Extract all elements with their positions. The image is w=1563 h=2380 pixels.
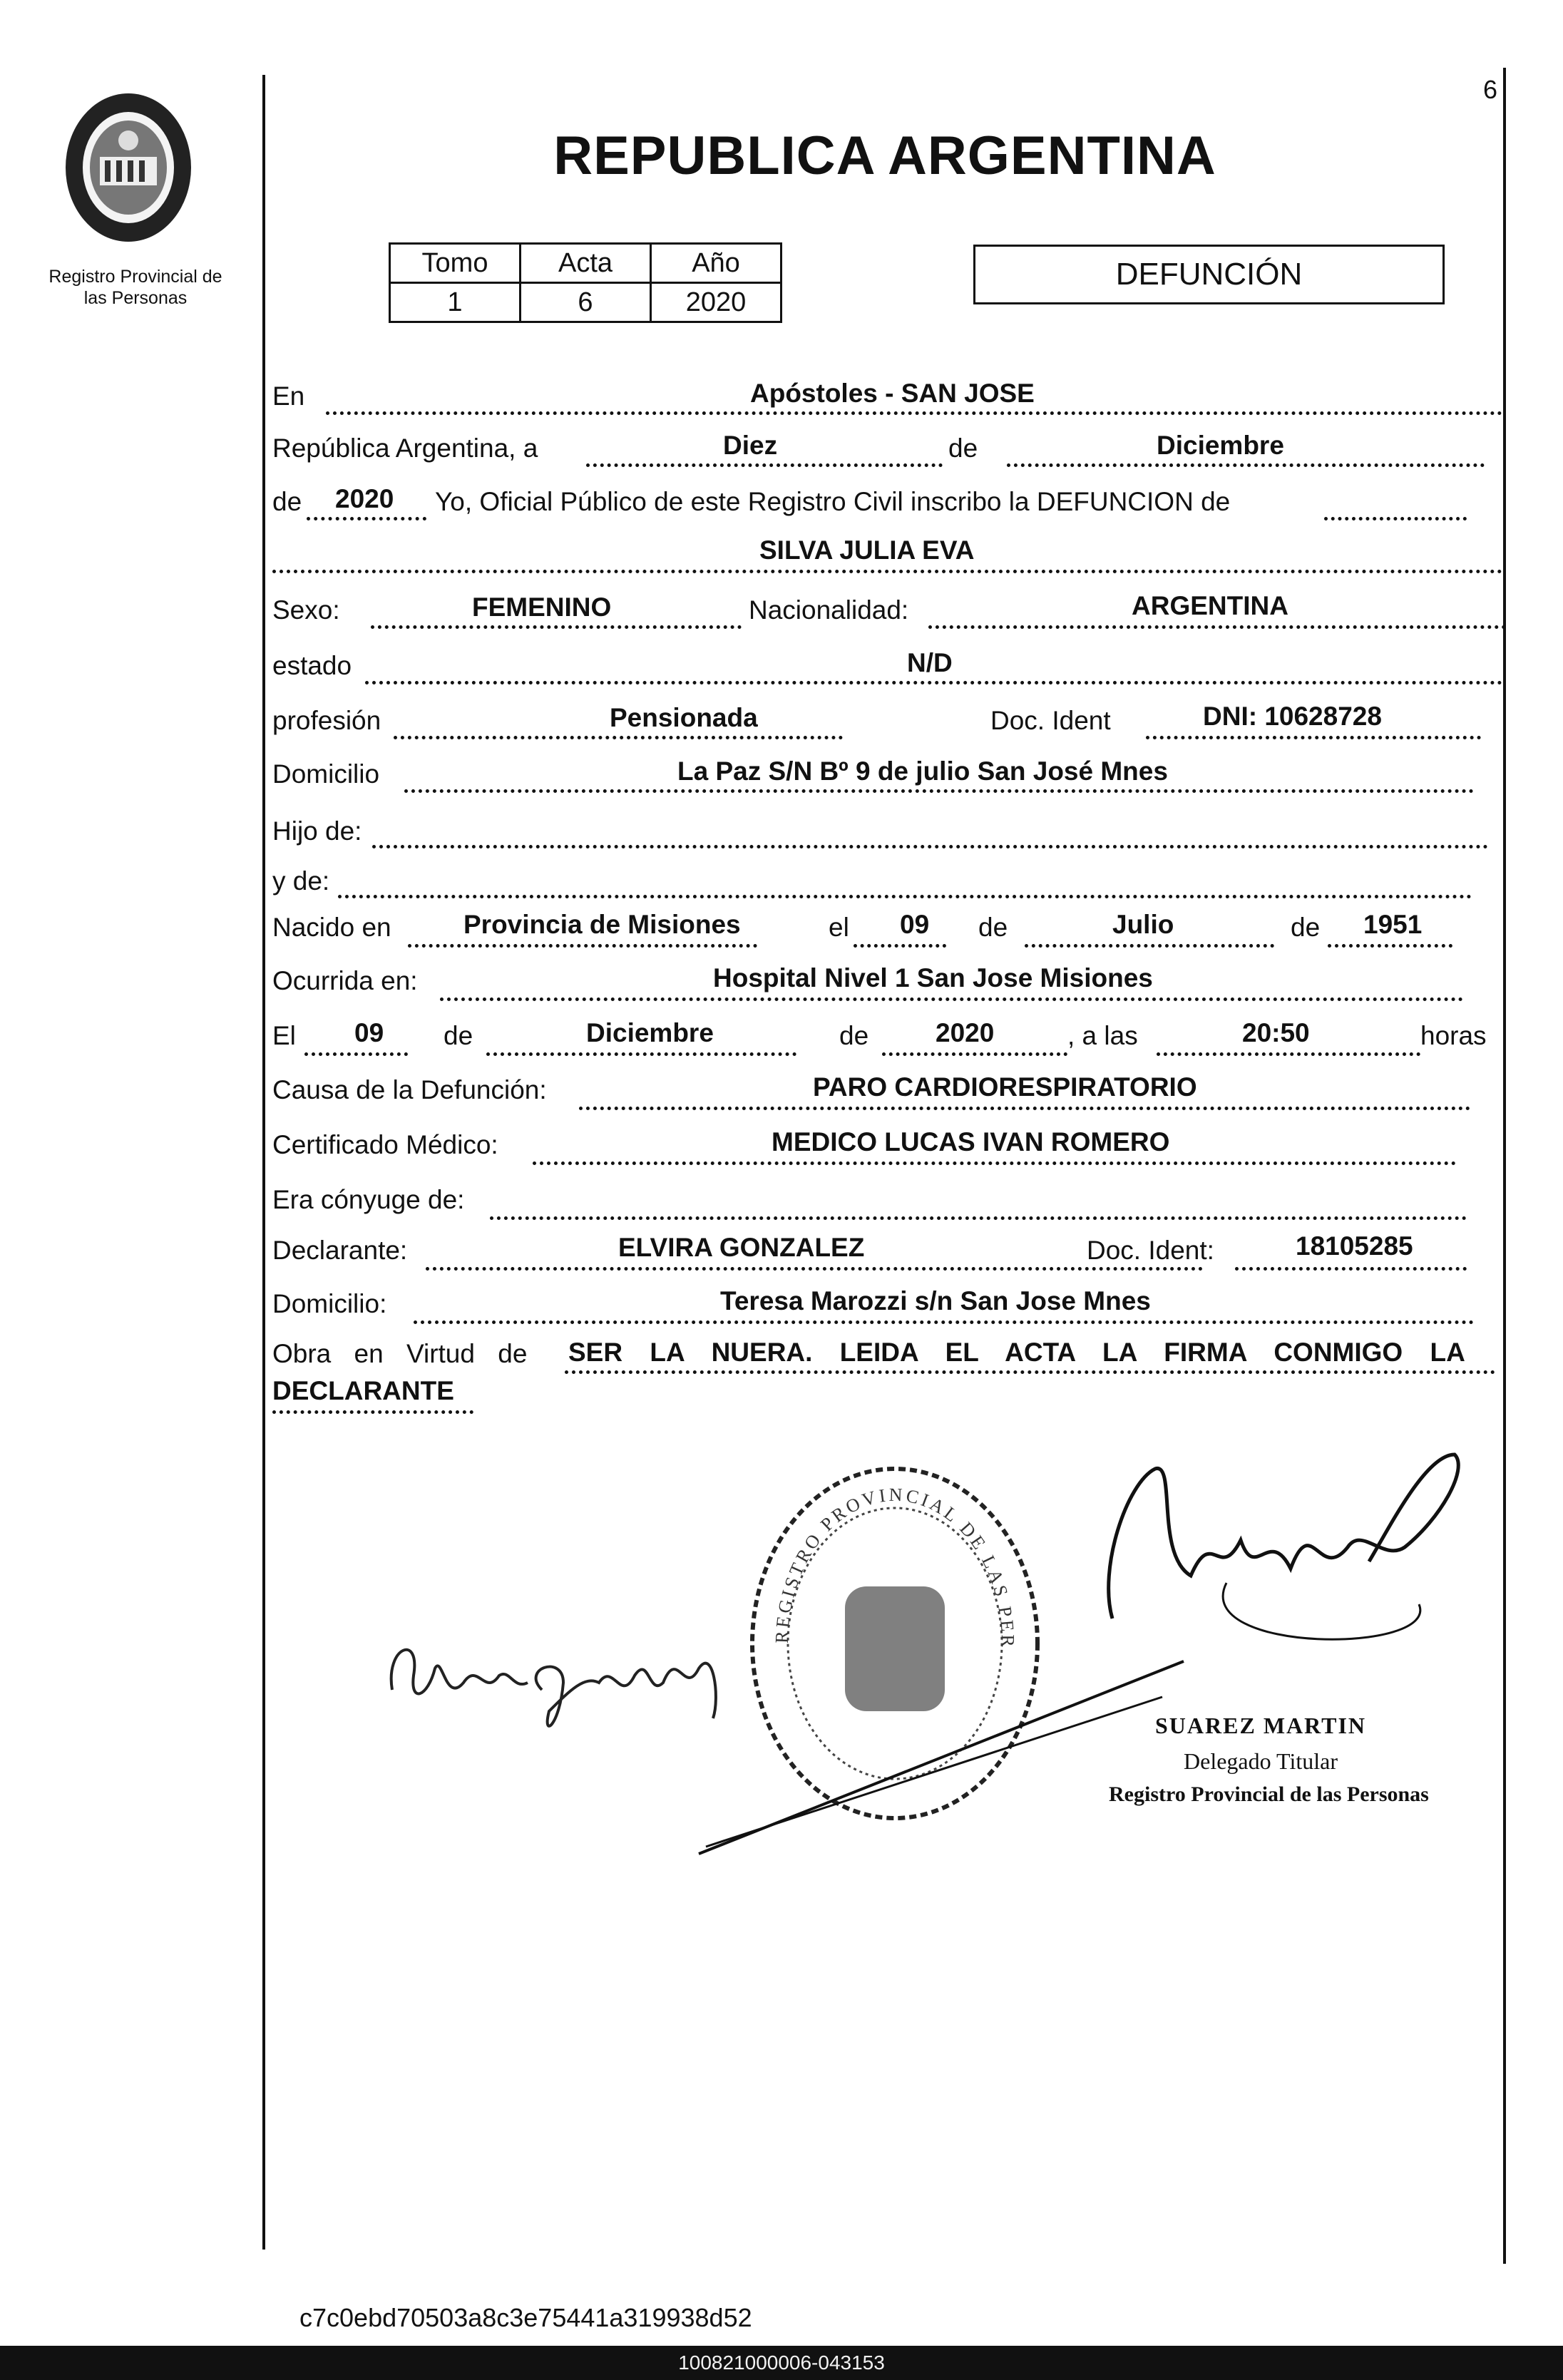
nationality-dotted-line	[928, 625, 1506, 629]
deceased-name-dotted-line	[272, 570, 1502, 573]
doc-value: DNI: 10628728	[1203, 702, 1382, 731]
death-day-value: 09	[354, 1018, 384, 1047]
spouse-label: Era cónyuge de:	[272, 1185, 465, 1214]
nationality-label: Nacionalidad:	[749, 595, 909, 625]
civil-status-label: estado	[272, 651, 352, 680]
certificate-label: Certificado Médico:	[272, 1130, 498, 1159]
official-name: SUAREZ MARTIN	[1155, 1713, 1367, 1738]
occurred-dotted-line	[440, 997, 1463, 1001]
registry-table	[389, 242, 782, 323]
form-row-spouse	[272, 1185, 1506, 1229]
official-org: Registro Provincial de las Personas	[1109, 1783, 1429, 1806]
form-row-declarant	[272, 1231, 1506, 1280]
form-row-place	[272, 381, 1506, 426]
virtue-dotted-line-2	[272, 1410, 473, 1414]
de-label-3: de	[978, 913, 1008, 942]
de-label-2: de	[272, 487, 302, 516]
born-day-dotted-line	[854, 944, 946, 948]
born-label: Nacido en	[272, 913, 391, 942]
form-row-deceased-name	[272, 535, 1506, 584]
born-place-value: Provincia de Misiones	[463, 910, 741, 939]
sex-value: FEMENINO	[472, 593, 612, 622]
spouse-dotted-line	[490, 1216, 1467, 1220]
born-year-value: 1951	[1363, 910, 1423, 939]
profession-value: Pensionada	[610, 703, 758, 732]
form-row-cause	[272, 1072, 1506, 1119]
virtue-value-line2: DECLARANTE	[272, 1376, 454, 1405]
child-of-dotted-line	[372, 845, 1488, 848]
address-dotted-line	[404, 789, 1474, 793]
record-type-box: DEFUNCIÓN	[973, 245, 1445, 304]
form-row-address	[272, 756, 1506, 804]
cause-value: PARO CARDIORESPIRATORIO	[813, 1072, 1197, 1102]
official-role: Delegado Titular	[1184, 1748, 1338, 1774]
year-value: 2020	[335, 484, 394, 513]
death-time-value: 20:50	[1242, 1018, 1310, 1047]
left-margin-line	[262, 75, 265, 2250]
occurred-value: Hospital Nivel 1 San Jose Misiones	[713, 963, 1153, 992]
el-upper-label: El	[272, 1021, 296, 1050]
form-row-date	[272, 431, 1506, 478]
child-of-label: Hijo de:	[272, 816, 362, 846]
declarant-address-value: Teresa Marozzi s/n San Jose Mnes	[720, 1286, 1151, 1315]
form-row-child-of	[272, 816, 1506, 861]
de-label-6: de	[839, 1021, 869, 1050]
month-value: Diciembre	[1157, 431, 1284, 460]
republic-label: República Argentina, a	[272, 434, 538, 463]
doc-label: Doc. Ident	[990, 706, 1111, 735]
form-row-occurred	[272, 963, 1506, 1010]
registry-value-acta: 6	[521, 283, 651, 322]
form-row-birth	[272, 910, 1506, 957]
registry-value-ano: 2020	[651, 283, 782, 322]
form-row-virtue	[272, 1339, 1506, 1417]
civil-status-dotted-line	[365, 681, 1502, 684]
page-number: 6	[1483, 75, 1498, 104]
and-of-dotted-line	[338, 895, 1472, 898]
cause-label: Causa de la Defunción:	[272, 1075, 547, 1104]
de-label-5: de	[444, 1021, 473, 1050]
form-row-civil-status	[272, 648, 1506, 695]
signature-slash-stroke	[692, 1654, 1191, 1868]
form-row-death-date	[272, 1018, 1506, 1065]
profession-label: profesión	[272, 706, 381, 735]
day-dotted-line	[586, 463, 943, 467]
declarant-address-dotted-line	[414, 1320, 1474, 1324]
certificate-value: MEDICO LUCAS IVAN ROMERO	[772, 1127, 1170, 1156]
registry-table-value-row	[390, 283, 782, 322]
registry-caption-line1: Registro Provincial de	[48, 267, 222, 287]
declarant-doc-dotted-line	[1235, 1267, 1467, 1271]
born-month-value: Julio	[1112, 910, 1174, 939]
born-place-dotted-line	[408, 944, 757, 948]
declarant-dotted-line	[426, 1267, 1203, 1271]
stamp-text: REGISTRO PROVINCIAL DE LAS PER	[771, 1484, 1019, 1650]
form-row-and-of	[272, 866, 1506, 911]
el-label: el	[829, 913, 849, 942]
declarant-signature	[378, 1604, 749, 1747]
declarant-label: Declarante:	[272, 1236, 408, 1265]
place-label: En	[272, 381, 305, 411]
registry-table-header-row	[390, 244, 782, 283]
declarant-value: ELVIRA GONZALEZ	[618, 1233, 865, 1262]
profession-dotted-line	[394, 736, 843, 739]
born-day-value: 09	[900, 910, 930, 939]
form-row-declarant-address	[272, 1286, 1506, 1333]
declarant-doc-label: Doc. Ident:	[1087, 1236, 1214, 1265]
form-row-sex-nationality	[272, 591, 1506, 640]
doc-dotted-line	[1146, 736, 1481, 739]
registry-caption-line2: las Personas	[83, 288, 188, 308]
registry-caption	[29, 266, 242, 309]
declarant-doc-value: 18105285	[1296, 1231, 1413, 1261]
place-value: Apóstoles - SAN JOSE	[750, 379, 1035, 408]
born-year-dotted-line	[1328, 944, 1452, 948]
death-year-dotted-line	[882, 1052, 1067, 1056]
barcode-bar: 100821000006-043153	[0, 2346, 1563, 2380]
death-day-dotted-line	[304, 1052, 408, 1056]
hours-label: horas	[1420, 1021, 1487, 1050]
page-title: REPUBLICA ARGENTINA	[553, 125, 1216, 186]
deceased-name-value: SILVA JULIA EVA	[759, 535, 975, 565]
official-signature	[1084, 1440, 1483, 1654]
statement-text: Yo, Oficial Público de este Registro Civil inscribo la DEFUNCION de	[435, 487, 1231, 516]
death-year-value: 2020	[936, 1018, 995, 1047]
sex-dotted-line	[371, 625, 742, 629]
de-label-4: de	[1291, 913, 1321, 942]
born-month-dotted-line	[1025, 944, 1274, 948]
address-value: La Paz S/N Bº 9 de julio San José Mnes	[677, 756, 1168, 786]
nationality-value: ARGENTINA	[1132, 591, 1288, 620]
registry-value-tomo: 1	[390, 283, 521, 322]
death-month-dotted-line	[486, 1052, 796, 1056]
virtue-label: Obra en Virtud de	[272, 1339, 528, 1368]
document-hash: c7c0ebd70503a8c3e75441a319938d52	[299, 2303, 752, 2332]
certificate-dotted-line	[533, 1161, 1456, 1165]
registry-header-ano: Año	[651, 244, 782, 283]
registry-header-acta: Acta	[521, 244, 651, 283]
death-time-dotted-line	[1157, 1052, 1420, 1056]
year-dotted-line	[307, 517, 426, 520]
registry-header-tomo: Tomo	[390, 244, 521, 283]
virtue-dotted-line-1	[565, 1370, 1495, 1374]
death-month-value: Diciembre	[586, 1018, 714, 1047]
occurred-label: Ocurrida en:	[272, 966, 418, 995]
address-label: Domicilio	[272, 759, 380, 789]
form-row-certificate	[272, 1127, 1506, 1174]
virtue-value-line1: SER LA NUERA. LEIDA EL ACTA LA FIRMA CONMIGO LA	[568, 1338, 1465, 1367]
de-label-1: de	[948, 434, 978, 463]
form-row-profession	[272, 702, 1506, 750]
place-dotted-line	[326, 411, 1502, 415]
and-of-label: y de:	[272, 866, 330, 896]
statement-dotted-line	[1324, 517, 1467, 520]
cause-dotted-line	[579, 1107, 1470, 1110]
at-label: , a las	[1067, 1021, 1138, 1050]
civil-status-value: N/D	[907, 648, 953, 677]
form-row-statement	[272, 484, 1506, 531]
sex-label: Sexo:	[272, 595, 340, 625]
day-value: Diez	[723, 431, 778, 460]
declarant-address-label: Domicilio:	[272, 1289, 387, 1318]
month-dotted-line	[1007, 463, 1485, 467]
